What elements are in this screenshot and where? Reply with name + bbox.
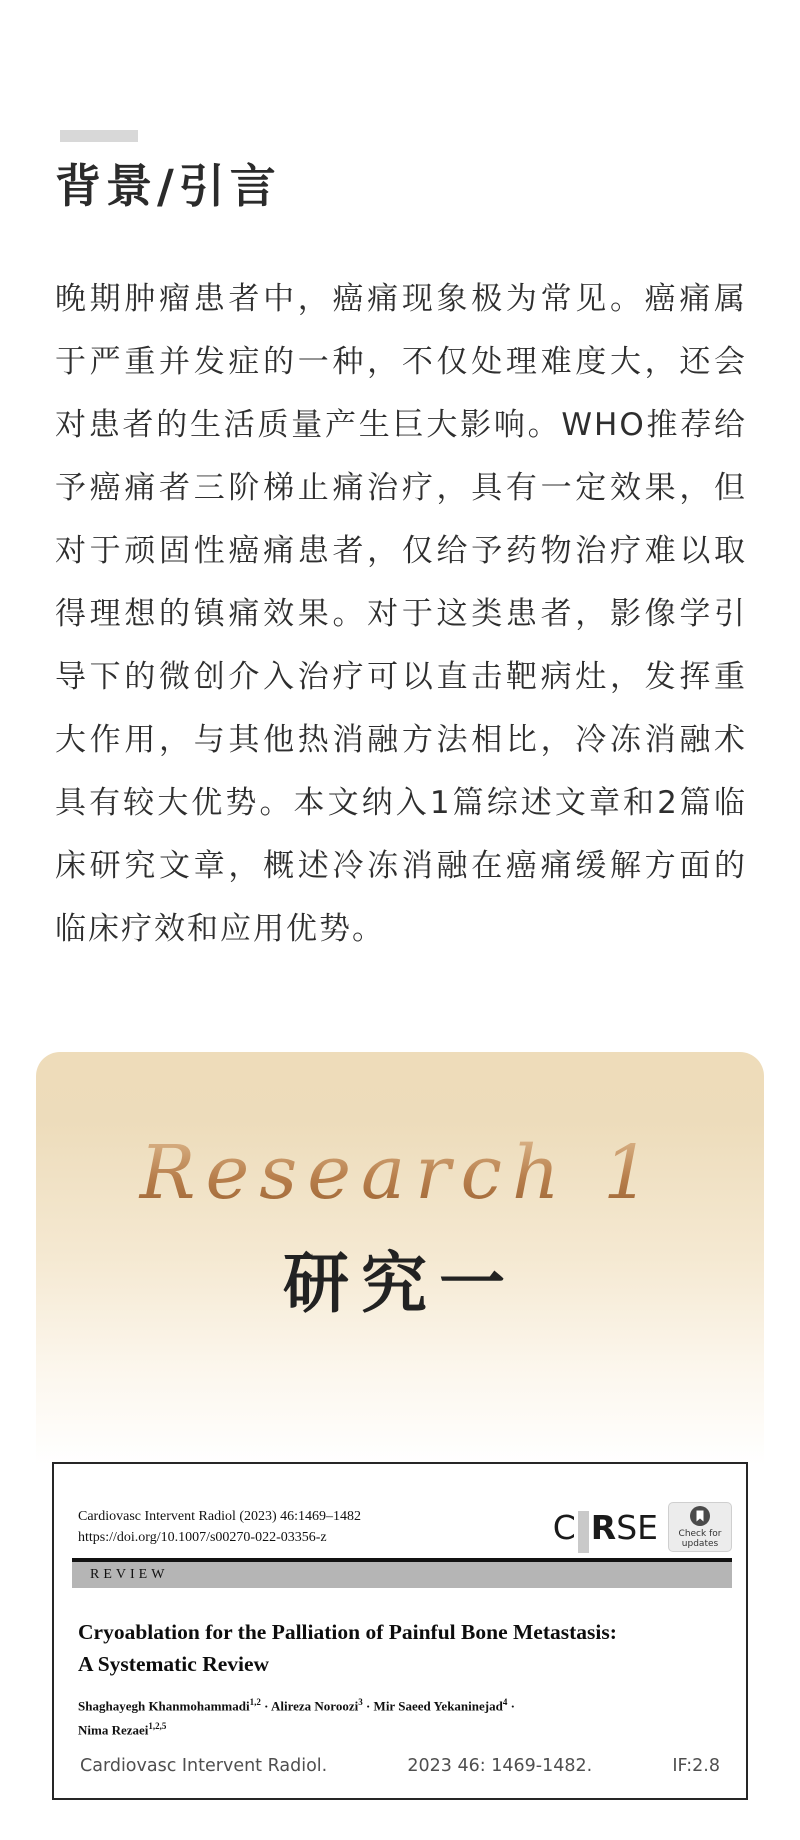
article-footer-row — [54, 1748, 746, 1784]
article-title — [78, 1616, 722, 1680]
cirse-logo-letters-se: SE — [616, 1507, 658, 1547]
authors-line-1: Shaghayegh Khanmohammadi$^{1,2}$ · Alireza Noroozi$^3$ · Mir Saeed Yekaninejad$^4$ · — [78, 1697, 515, 1714]
article-authors — [78, 1692, 722, 1741]
check-badge-text-line2: updates — [681, 1539, 719, 1549]
cirse-logo — [553, 1506, 658, 1548]
journal-reference-block — [78, 1506, 361, 1548]
research-banner-chinese-label: 研究一 — [283, 1244, 517, 1322]
check-for-updates-badge — [668, 1502, 732, 1552]
cirse-logo-letter-c: C — [552, 1507, 576, 1547]
review-section-label: REVIEW — [90, 1567, 169, 1582]
research-banner-english-label: Research 1 — [36, 1130, 764, 1216]
journal-header-row — [78, 1502, 732, 1552]
journal-article-card — [52, 1462, 748, 1800]
review-section-bar — [72, 1558, 732, 1588]
journal-header-right — [553, 1502, 732, 1552]
authors-line-2: Nima Rezaei$^{1,2,5}$ — [78, 1721, 167, 1738]
cirse-logo-bar-icon — [578, 1511, 589, 1553]
article-title-line1: Cryoablation for the Palliation of Painful Bone Metastasis: — [78, 1620, 617, 1644]
research-banner — [36, 1052, 764, 1482]
footer-impact-factor: IF:2.8 — [672, 1756, 720, 1776]
heading-accent-bar — [60, 130, 138, 142]
intro-paragraph: 晚期肿瘤患者中，癌痛现象极为常见。癌痛属于严重并发症的一种，不仅处理难度大，还会对患者的生活质量产生巨大影响。WHO推荐给予癌痛者三阶梯止痛治疗，具有一定效果，但对于顽固性癌痛患者，仅给予药物治疗难以取得理想的镇痛效果。对于这类患者，影像学引导下的微创介入治疗可以直击靶病灶，发挥重大作用，与其他热消融方法相比，冷冻消融术具有较大优势。本文纳入1篇综述文章和2篇临床研究文章，概述冷冻消融在癌痛缓解方面的临床疗效和应用优势。 — [55, 281, 747, 947]
footer-citation: 2023 46: 1469-1482. — [407, 1756, 593, 1776]
bookmark-circle-icon — [689, 1505, 711, 1527]
journal-citation-line: Cardiovasc Intervent Radiol (2023) 46:1469–1482 — [78, 1509, 362, 1524]
footer-journal-name: Cardiovasc Intervent Radiol. — [80, 1756, 328, 1776]
article-title-line2: A Systematic Review — [78, 1652, 270, 1676]
check-badge-text-line1: Check for — [678, 1529, 722, 1539]
cirse-logo-letter-r: R — [590, 1507, 617, 1547]
journal-doi-line: https://doi.org/10.1007/s00270-022-03356-z — [78, 1530, 327, 1545]
section-heading: 背景/引言 — [55, 159, 281, 213]
